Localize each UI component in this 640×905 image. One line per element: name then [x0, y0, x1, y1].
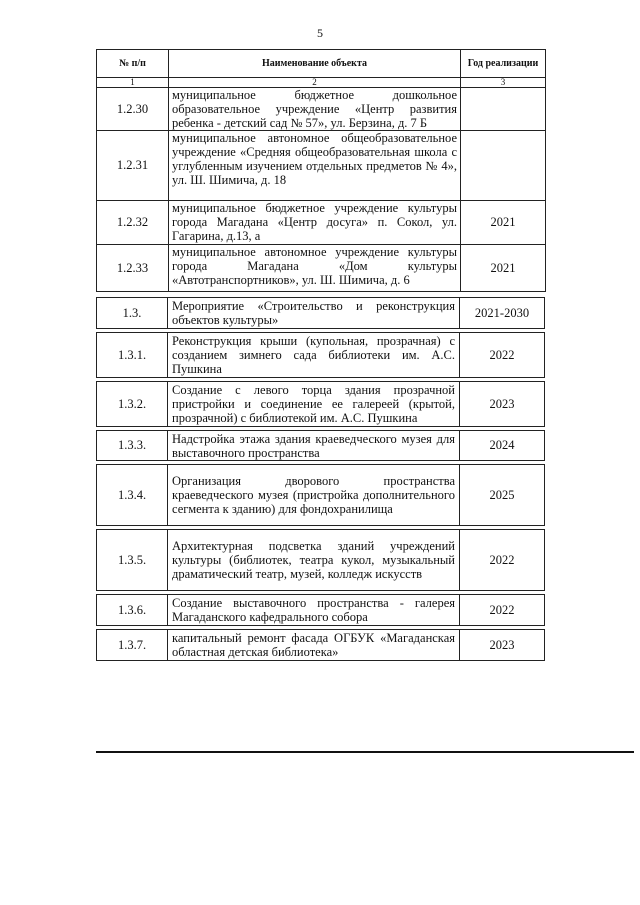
- header-name: Наименование объекта: [169, 50, 461, 78]
- row-num: 1.2.32: [97, 201, 169, 245]
- row-year: 2021: [461, 201, 546, 245]
- row-num: 1.3.: [96, 297, 168, 329]
- row-num: 1.2.31: [97, 131, 169, 201]
- row-year: 2025: [460, 464, 545, 526]
- objects-table-part2: [96, 294, 545, 664]
- objects-table-part1: [96, 49, 546, 292]
- row-name: муниципальное бюджетное дошкольное образовательное учреждение «Центр развития ребенка - детский сад № 57», ул. Берзина, д. 7 Б: [169, 88, 461, 131]
- table-row: [96, 529, 545, 591]
- table-row: [96, 629, 545, 661]
- table-row: [97, 131, 546, 201]
- row-num: 1.3.6.: [96, 594, 168, 626]
- row-year: 2021: [461, 245, 546, 292]
- row-num: 1.3.4.: [96, 464, 168, 526]
- row-name: Создание выставочного пространства - галерея Магаданского кафедрального собора: [168, 594, 460, 626]
- row-num: 1.3.3.: [96, 430, 168, 461]
- table-row: [96, 332, 545, 378]
- table-row: [97, 245, 546, 292]
- table-row: [97, 88, 546, 131]
- col-number-3: 3: [461, 78, 546, 88]
- header-num: № п/п: [97, 50, 169, 78]
- row-num: 1.3.2.: [96, 381, 168, 427]
- table-row: [96, 464, 545, 526]
- row-name: Реконструкция крыши (купольная, прозрачная) с созданием зимнего сада библиотеки им. А.С. Пушкина: [168, 332, 460, 378]
- column-number-row: [97, 78, 546, 88]
- row-num: 1.2.33: [97, 245, 169, 292]
- table-row: [96, 381, 545, 427]
- row-name: муниципальное автономное учреждение культуры города Магадана «Дом культуры «Автотранспортников», ул. Ш. Шимича, д. 6: [169, 245, 461, 292]
- row-name: Мероприятие «Строительство и реконструкция объектов культуры»: [168, 297, 460, 329]
- row-num: 1.2.30: [97, 88, 169, 131]
- col-number-2: 2: [169, 78, 461, 88]
- table-row: [96, 297, 545, 329]
- row-num: 1.3.1.: [96, 332, 168, 378]
- row-year: 2023: [460, 629, 545, 661]
- row-year: 2023: [460, 381, 545, 427]
- col-number-1: 1: [97, 78, 169, 88]
- bottom-divider-line: [96, 751, 634, 753]
- row-year: 2022: [460, 594, 545, 626]
- row-year: 2022: [460, 332, 545, 378]
- row-year: 2021-2030: [460, 297, 545, 329]
- table-row: [96, 594, 545, 626]
- row-name: муниципальное бюджетное учреждение культуры города Магадана «Центр досуга» п. Сокол, ул. Гагарина, д.13, а: [169, 201, 461, 245]
- table-row: [96, 430, 545, 461]
- row-year: [461, 88, 546, 131]
- row-year: 2022: [460, 529, 545, 591]
- row-name: муниципальное автономное общеобразовательное учреждение «Средняя общеобразовательная школа с углубленным изучением отдельных предметов № 4», ул. Ш. Шимича, д. 18: [169, 131, 461, 201]
- row-year: [461, 131, 546, 201]
- header-year: Год реализации: [461, 50, 546, 78]
- row-name: капитальный ремонт фасада ОГБУК «Магаданская областная детская библиотека»: [168, 629, 460, 661]
- row-name: Создание с левого торца здания прозрачной пристройки и соединение ее галереей (крытой, прозрачной) с библиотекой им. А.С. Пушкина: [168, 381, 460, 427]
- row-name: Архитектурная подсветка зданий учреждений культуры (библиотек, театра кукол, музыкальный драматический театр, музей, колледж искусств: [168, 529, 460, 591]
- row-name: Надстройка этажа здания краеведческого музея для выставочного пространства: [168, 430, 460, 461]
- table-header-row: [97, 50, 546, 78]
- page-number: 5: [317, 26, 323, 40]
- table-row: [97, 201, 546, 245]
- row-name: Организация дворового пространства краеведческого музея (пристройка дополнительного сегмента к зданию) для фондохранилища: [168, 464, 460, 526]
- row-num: 1.3.5.: [96, 529, 168, 591]
- row-num: 1.3.7.: [96, 629, 168, 661]
- row-year: 2024: [460, 430, 545, 461]
